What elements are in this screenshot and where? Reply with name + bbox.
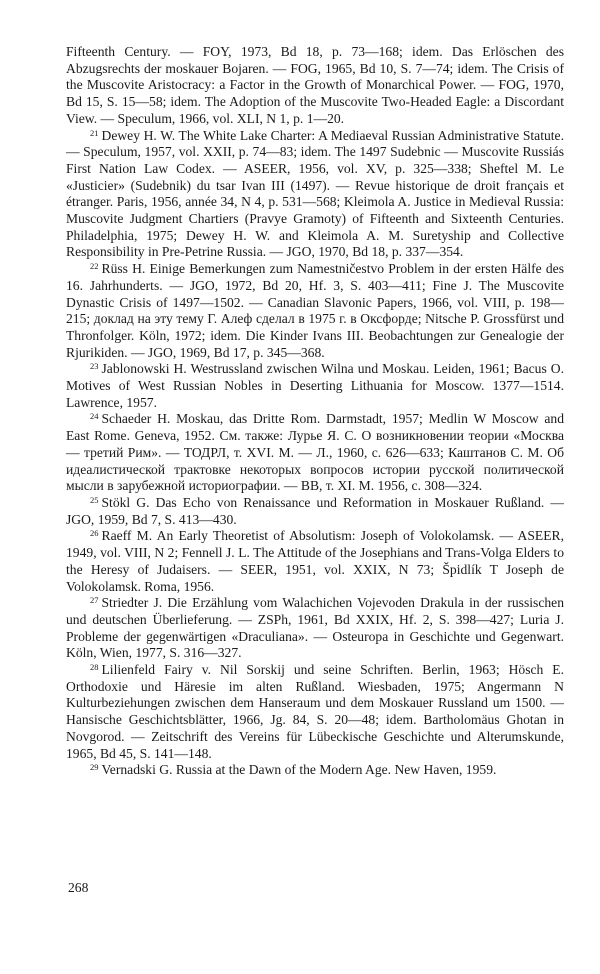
footnote-29 bbox=[66, 762, 564, 779]
footnote-text: Raeff M. An Early Theoretist of Absolutism: Joseph of Volokolamsk. — ASEER, 1949, vol. VIII, N 2; Fennell J. L. The Attitude of the Josephians and Trans-Volga Elders to the Heresy of Judaisers. — SEER, 1951, vol. XXIX, N 73; Špidlík T Joseph de Volokolamsk. Roma, 1956. bbox=[66, 528, 564, 594]
footnote-number: 29 bbox=[90, 762, 99, 773]
footnote-text: Striedter J. Die Erzählung vom Walachichen Vojevoden Drakula in der russischen und deutschen Überlieferung. — ZSPh, 1961, Bd XXIX, Hf. 2, S. 398—427; Luria J. Probleme der gegenwärtigen «Draculiana». — Osteuropa in Geschichte und Gegenwart. Köln, Wien, 1977, S. 316—327. bbox=[66, 595, 564, 661]
footnote-text: Stökl G. Das Echo von Renaissance und Reformation in Moskauer Rußland. — JGO, 1959, Bd 7, S. 413—430. bbox=[66, 494, 564, 527]
footnotes-block bbox=[66, 44, 564, 779]
footnote-21 bbox=[66, 128, 564, 262]
footnote-number: 22 bbox=[90, 261, 99, 272]
footnote-text: Lilienfeld Fairy v. Nil Sorskij und seine Schriften. Berlin, 1963; Hösch E. Orthodoxie und Häresie im alten Rußland. Wiesbaden, 1975; Angermann N Kulturbeziehungen zwischen dem Hanseraum und dem Moskauer Russland um 1500. — Hansische Geschichtsblätter, 1966, Jg. 84, S. 20—48; idem. Bartholomäus Ghotan in Novgorod. — Zeitschrift des Vereins für Lübeckische Geschichte und Alterumskunde, 1965, Bd 45, S. 141—148. bbox=[66, 662, 564, 761]
footnote-number: 21 bbox=[90, 127, 99, 138]
footnote-number: 28 bbox=[90, 662, 99, 673]
footnote-number: 23 bbox=[90, 361, 99, 372]
footnote-number: 27 bbox=[90, 595, 99, 606]
page-number: 268 bbox=[68, 880, 89, 895]
footnote-number: 26 bbox=[90, 528, 99, 539]
footnote-text: Rüss H. Einige Bemerkungen zum Namestničestvo Problem in der ersten Hälfe des 16. Jahrhunderts. — JGO, 1972, Bd 20, Hf. 3, S. 403—411; Fine J. The Muscovite Dynastic Crisis of 1497—1502. — Canadian Slavonic Papers, 1966, vol. VIII, p. 198—215; доклад на эту тему Г. Алеф сделал в 1975 г. в Оксфорде; Nitsche P. Grossfürst und Thronfolger. Köln, 1972; idem. Die Kinder Ivans III. Beobachtungen zur Genealogie der Rjurikiden. — JGO, 1969, Bd 17, p. 345—368. bbox=[66, 261, 564, 360]
footnote-text: Schaeder H. Moskau, das Dritte Rom. Darmstadt, 1957; Medlin W Moscow and East Rome. Geneva, 1952. См. также: Лурье Я. С. О возникновении теории «Москва — третий Рим». — ТОДРЛ, т. XVI. М. — Л., 1960, с. 626—633; Каштанов С. М. Об идеалистической трактовке некоторых вопросов истории русской политической мысли в зарубежной историографии. — ВВ, т. XI. М. 1956, с. 308—324. bbox=[66, 411, 564, 494]
footnote-27 bbox=[66, 595, 564, 662]
footnote-23 bbox=[66, 361, 564, 411]
footnote-text: Dewey H. W. The White Lake Charter: A Mediaeval Russian Administrative Statute. — Speculum, 1957, vol. XXII, p. 74—83; idem. The 1497 Sudebnic — Muscovite Russiás First Nation Law Codex. — ASEER, 1956, vol. XV, p. 325—338; Sheftel M. Le «Justicier» (Sudebnik) du tsar Ivan III (1497). — Revue historique de droit français et étranger. Paris, 1956, année 34, N 4, p. 531—568; Kleimola A. Justice in Medieval Russia: Muscovite Judgment Chartiers (Pravye Gramoty) of Fifteenth and Sixteenth Centuries. Philadelphia, 1975; Dewey H. W. and Kleimola A. M. Suretyship and Collective Responsibility in Pre-Petrine Russia. — JGO, 1970, Bd 18, p. 337—354. bbox=[66, 127, 564, 260]
footnote-28 bbox=[66, 662, 564, 762]
footnote-text: Vernadski G. Russia at the Dawn of the Modern Age. New Haven, 1959. bbox=[101, 762, 497, 778]
footnote-number: 24 bbox=[90, 411, 99, 422]
footnote-number: 25 bbox=[90, 494, 99, 505]
footnote-22 bbox=[66, 261, 564, 361]
footnote-continuation: Fifteenth Century. — FOY, 1973, Bd 18, p. 73—168; idem. Das Erlöschen des Abzugsrechts der moskauer Bojaren. — FOG, 1965, Bd 10, S. 7—74; idem. The Crisis of the Muscovite Aristocracy: a Factor in the Growth of Monarchical Power. — FOG, 1970, Bd 15, S. 15—58; idem. The Adoption of the Muscovite Two-Headed Eagle: a Discordant View. — Speculum, 1966, vol. XLI, N 1, p. 1—20. bbox=[66, 44, 564, 126]
footnote-25 bbox=[66, 495, 564, 528]
footnote-24 bbox=[66, 411, 564, 495]
footnote-text: Jablonowski H. Westrussland zwischen Wilna und Moskau. Leiden, 1961; Bacus O. Motives of West Russian Nobles in Deserting Lithuania for Moscow. 1377—1514. Lawrence, 1957. bbox=[66, 361, 564, 410]
footnote-26 bbox=[66, 528, 564, 595]
